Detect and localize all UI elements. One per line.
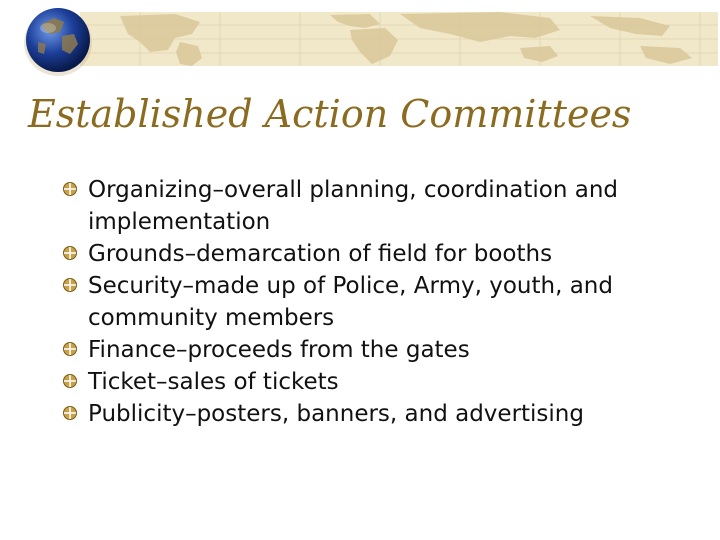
bullet-text: Security–made up of Police, Army, youth, and community members [88,273,613,331]
bullet-item-publicity [62,398,702,430]
world-map-banner [80,12,718,66]
world-map-graphic [80,12,718,66]
bullet-text: Organizing–overall planning, coordination and implementation [88,177,618,235]
bullet-list [62,174,702,430]
bullet-item-finance [62,334,702,366]
slide-title: Established Action Committees [28,92,632,136]
bullet-text: Ticket–sales of tickets [88,369,339,395]
bullet-text: Finance–proceeds from the gates [88,337,470,363]
bullet-item-ticket [62,366,702,398]
compass-bullet-icon [62,405,78,421]
compass-bullet-icon [62,277,78,293]
bullet-item-grounds [62,238,702,270]
bullet-item-security [62,270,702,334]
bullet-text: Publicity–posters, banners, and advertising [88,401,584,427]
compass-bullet-icon [62,341,78,357]
globe-icon [14,4,100,76]
compass-bullet-icon [62,245,78,261]
compass-bullet-icon [62,181,78,197]
bullet-text: Grounds–demarcation of field for booths [88,241,553,267]
bullet-item-organizing [62,174,702,238]
compass-bullet-icon [62,373,78,389]
